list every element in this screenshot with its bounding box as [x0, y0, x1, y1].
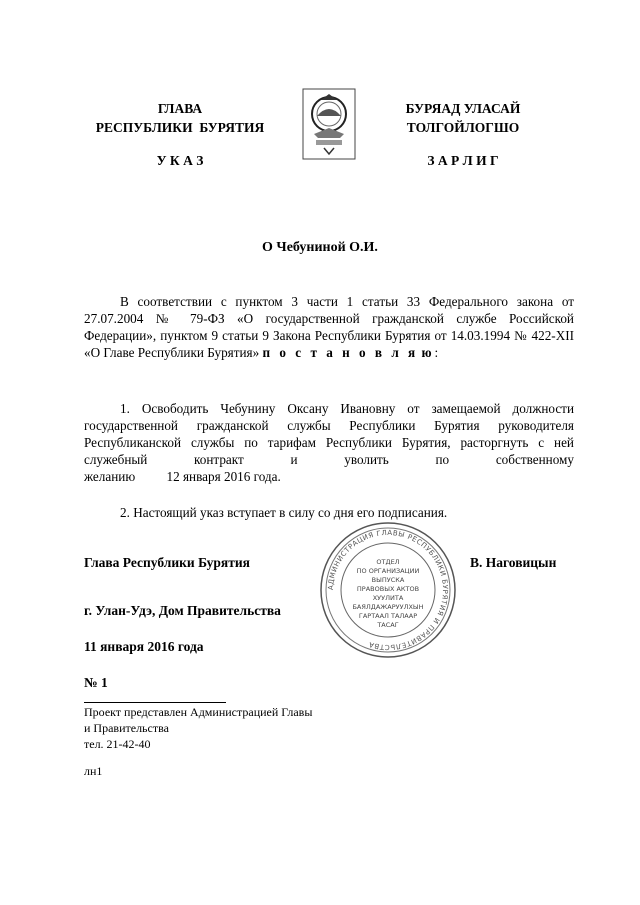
header-right — [378, 99, 548, 170]
header-left-doc-type: У К А З — [156, 153, 204, 168]
header-right-line2: ТОЛГОЙЛОГШО — [406, 120, 520, 135]
item-1-last-line — [84, 468, 574, 485]
stamp-line: ХУУЛИТА — [372, 594, 404, 602]
header-left-line1: ГЛАВА — [157, 101, 203, 116]
signature-position: Глава Республики Бурятия — [84, 555, 250, 570]
header-left — [80, 99, 280, 170]
document-title: О Чебуниной О.И. — [262, 240, 378, 255]
footer-notes — [84, 704, 384, 752]
footer-divider — [84, 702, 226, 703]
stamp-line: ПРАВОВЫХ АКТОВ — [356, 585, 420, 593]
stamp-ring-text: АДМИНИСТРАЦИЯ ГЛАВЫ РЕСПУБЛИКИ БУРЯТИЯ И ПРАВИТЕЛЬСТВА — [326, 528, 450, 652]
stamp-line: БАЯЛДАЖАРУУЛХЫН — [352, 603, 424, 611]
official-stamp — [318, 520, 458, 660]
decree-word: п о с т а н о в л я — [262, 345, 419, 360]
stamp-line: ПО ОРГАНИЗАЦИИ — [356, 567, 420, 575]
footer-line2: и Правительства — [84, 721, 169, 735]
item-1-last-word: желанию — [84, 469, 136, 484]
item-1-text: 1. Освободить Чебунину Оксану Ивановну от замещаемой должности государственной гражданской службы Республики Бурятия руководителя Республиканской службы по тарифам Республики Бурятия, расторгнуть с ней служебный контракт и уволить по собственному — [84, 401, 574, 467]
preamble-colon: : — [434, 345, 439, 360]
header-left-line2: РЕСПУБЛИКИ БУРЯТИЯ — [95, 120, 265, 135]
footer-code: лн1 — [84, 764, 103, 778]
decree-number: № 1 — [84, 675, 108, 690]
header-right-line1: БУРЯАД УЛАСАЙ — [405, 101, 521, 116]
stamp-line: ВЫПУСКА — [371, 576, 405, 584]
header-right-doc-type: З А Р Л И Г — [427, 153, 499, 168]
decree-word-end: ю — [421, 345, 435, 360]
signing-date: 11 января 2016 года — [84, 639, 204, 654]
item-1-paragraph — [84, 400, 574, 468]
coat-of-arms-emblem — [302, 88, 356, 160]
preamble-text: В соответствии с пунктом 3 части 1 статьи 33 Федерального закона от 27.07.2004 № 79-ФЗ «О государственной гражданской службе Российской Федерации», пунктом 9 статьи 9 Закона Республики Бурятия от 14.03.1994 № 422-XII «О Главе Республики Бурятия» — [84, 294, 574, 360]
emblem-icon — [302, 88, 356, 160]
item-2-paragraph: 2. Настоящий указ вступает в силу со дня его подписания. — [120, 505, 448, 520]
signature-name: В. Наговицын — [470, 555, 557, 570]
stamp-line: ТАСАГ — [377, 621, 399, 629]
item-1-date: 12 января 2016 года. — [166, 469, 281, 484]
stamp-line: ОТДЕЛ — [376, 558, 400, 566]
stamp-seal-icon — [318, 520, 458, 660]
footer-line1: Проект представлен Администрацией Главы — [84, 705, 313, 719]
signing-place: г. Улан-Удэ, Дом Правительства — [84, 603, 281, 618]
preamble-paragraph — [84, 293, 574, 361]
stamp-line: ГАРТААЛ ТАЛААР — [358, 612, 418, 620]
footer-phone: тел. 21-42-40 — [84, 737, 151, 751]
